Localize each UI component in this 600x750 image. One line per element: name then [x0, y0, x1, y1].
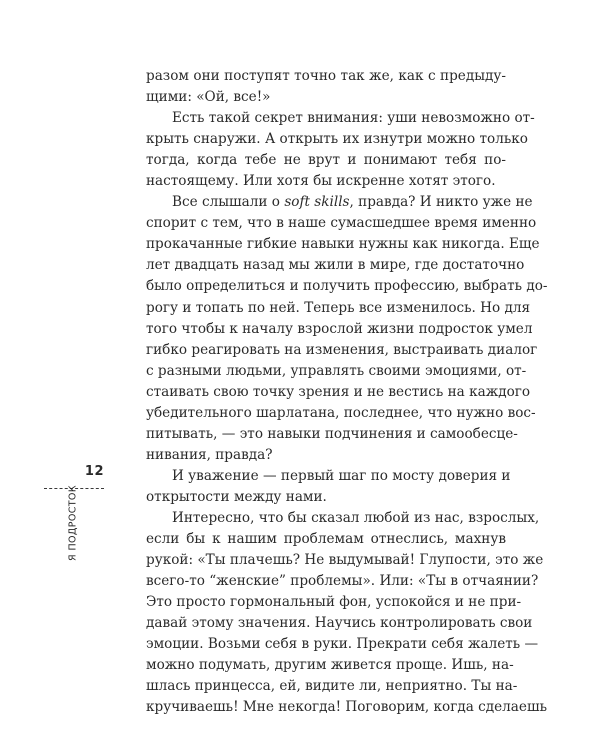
page-number: 12 — [84, 464, 104, 479]
text-run: , правда? И никто уже не — [349, 194, 533, 211]
text-line: настоящему. Или хотя бы искренне хотят этого. — [146, 173, 496, 190]
text-line: рукой: «Ты плачешь? Не выдумывай! Глупости, это же — [146, 552, 544, 569]
text-line: давай этому значения. Научись контролировать свои — [146, 615, 533, 632]
text-line: питывать, — это навыки подчинения и самообесце- — [146, 425, 518, 442]
text-line: эмоции. Возьми себя в руки. Прекрати себя жалеть — — [146, 636, 539, 653]
text-line: щими: «Ой, все!» — [146, 89, 271, 106]
text-line: гибко реагировать на изменения, выстраивать диалог — [146, 341, 538, 358]
running-head-label: Я ПОДРОСТОК — [67, 485, 79, 561]
text-line: Интересно, что бы сказал любой из нас, взрослых, — [172, 509, 540, 526]
italic-term: soft skills — [284, 194, 350, 211]
text-line: рогу и топать по ней. Теперь все изменилось. Но для — [146, 299, 531, 316]
text-line: если бы к нашим проблемам отнеслись, махнув — [146, 531, 506, 548]
body-text — [146, 66, 548, 718]
text-line: было определиться и получить профессию, выбрать до- — [146, 278, 548, 295]
text-line: спорит с тем, что в наше сумасшедшее время именно — [146, 215, 537, 232]
text-line: можно подумать, другим живется проще. Ишь, на- — [146, 657, 514, 674]
text-line: крыть снаружи. А открыть их изнутри можно только — [146, 131, 528, 148]
text-line: всего-то “женские” проблемы». Или: «Ты в отчаянии? — [146, 573, 539, 590]
text-run: Все слышали о — [172, 194, 285, 211]
text-line: того чтобы к началу взрослой жизни подросток умел — [146, 320, 533, 337]
text-line — [146, 192, 533, 213]
text-line: лет двадцать назад мы жили в мире, где достаточно — [146, 257, 525, 274]
text-line: шлась принцесса, ей, видите ли, неприятно. Ты на- — [146, 678, 518, 695]
text-line: И уважение — первый шаг по мосту доверия и — [172, 467, 511, 484]
text-line: кручиваешь! Мне некогда! Поговорим, когда сделаешь — [146, 699, 547, 716]
text-line: нивания, правда? — [146, 446, 273, 463]
text-line: убедительного шарлатана, последнее, что нужно вос- — [146, 404, 536, 421]
text-line: Есть такой секрет внимания: уши невозможно от- — [172, 110, 535, 127]
text-line: с разными людьми, управлять своими эмоциями, от- — [146, 362, 527, 379]
text-line: прокачанные гибкие навыки нужны как никогда. Еще — [146, 236, 540, 253]
text-line: открытости между нами. — [146, 488, 327, 505]
text-line: тогда, когда тебе не врут и понимают тебя по- — [146, 152, 506, 169]
text-line: разом они поступят точно так же, как с предыду- — [146, 68, 506, 84]
running-head — [66, 483, 80, 563]
text-line: стаивать свою точку зрения и не вестись на каждого — [146, 383, 531, 400]
text-line: Это просто гормональный фон, успокойся и не при- — [146, 594, 522, 611]
